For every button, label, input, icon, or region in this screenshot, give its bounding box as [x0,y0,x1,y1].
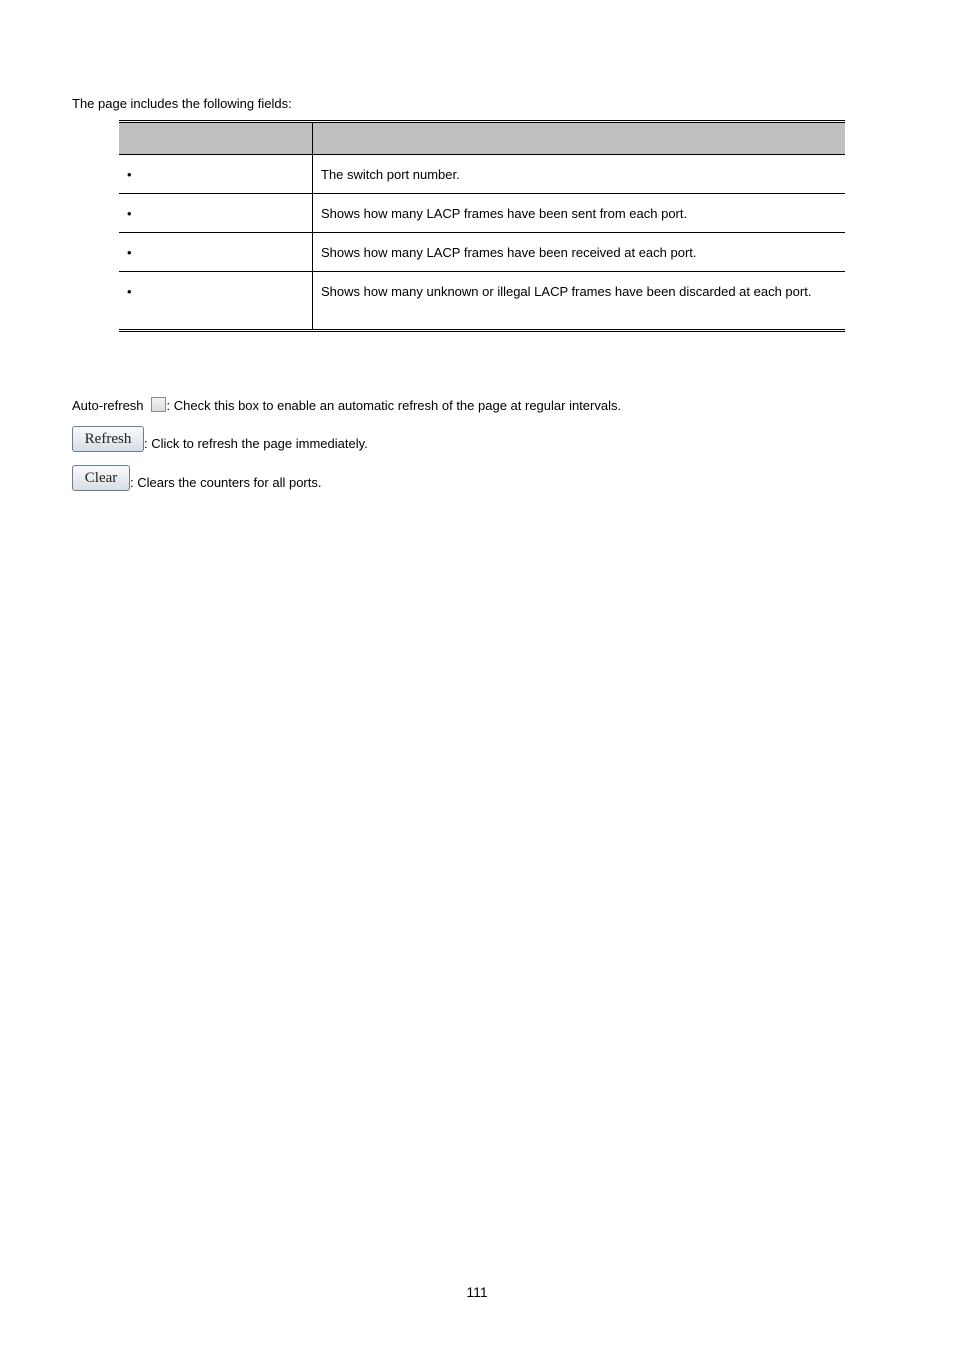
auto-refresh-line [72,390,621,416]
refresh-line [72,417,621,454]
bullet: • [127,284,132,299]
object-cell [119,194,313,233]
bullet: • [127,245,132,260]
table-header-row [119,122,845,155]
table-row [119,233,845,272]
header-description [313,122,846,155]
description-cell: Shows how many LACP frames have been received at each port. [313,233,846,272]
intro-text: The page includes the following fields: [72,96,292,111]
auto-refresh-checkbox[interactable] [151,397,166,412]
table-row [119,155,845,194]
header-object [119,122,313,155]
object-cell [119,272,313,331]
page-number: 111 [466,1284,488,1300]
bullet: • [127,167,132,182]
auto-refresh-description: : Check this box to enable an automatic refresh of the page at regular intervals. [166,398,622,413]
object-cell [119,155,313,194]
refresh-description: : Click to refresh the page immediately. [144,436,368,451]
clear-button[interactable]: Clear [72,465,130,491]
table-row [119,194,845,233]
table-row [119,272,845,331]
description-cell: Shows how many LACP frames have been sent from each port. [313,194,846,233]
description-cell: Shows how many unknown or illegal LACP frames have been discarded at each port. [313,272,846,331]
object-cell [119,233,313,272]
clear-line [72,456,621,493]
description-cell: The switch port number. [313,155,846,194]
buttons-section [72,390,621,493]
fields-table [119,120,845,332]
auto-refresh-label: Auto-refresh [72,398,144,413]
refresh-button[interactable]: Refresh [72,426,144,452]
bullet: • [127,206,132,221]
clear-description: : Clears the counters for all ports. [130,475,322,490]
